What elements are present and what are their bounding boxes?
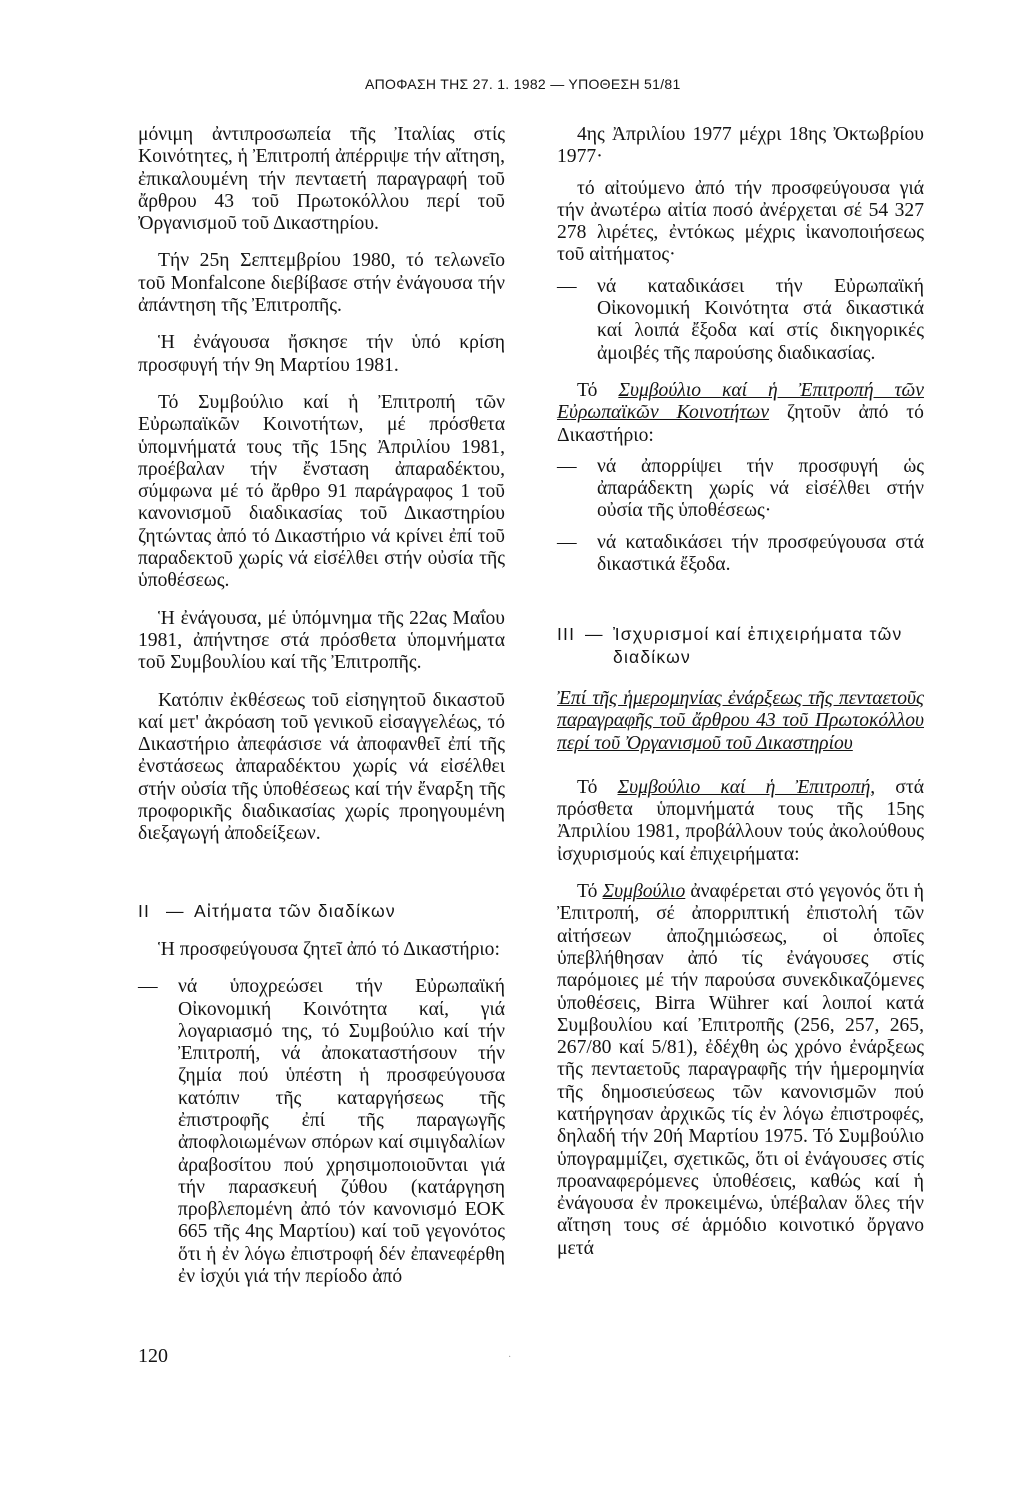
text-run: ἀναφέρεται στό γεγονός ὅτι ἡ Ἐπιτροπή, σέ ἀπορριπτική ἐπιστολή τῶν αἰτήσεων ἀποζημιώσεως, οἱ ὁποῖες ὑπεβλήθησαν ἀπό τίς ἐνάγουσες στίς παρόμοιες μέ τήν παρούσα συνεκδικαζόμενες ὑποθέσεις, Birra Wührer καί λοιποί κατά Συμβουλίου καί Ἐπιτροπῆς (256, 257, 265, 267/80 καί 5/81), ἐδέχθη ὡς χρόνο ἐνάρξεως τῆς πενταετοῦς παραγραφῆς τήν ἡμερομηνία τῆς δημοσιεύσεως τῶν κανονισμῶν πού κατήργησαν ἀρχικῶς τίς ἐν λόγω ἐπιστροφές, δηλαδή τήν 20ή Μαρτίου 1975. Τό Συμβούλιο ὑπογραμμίζει, σχετικῶς, ὅτι οἱ ἐνάγουσες στίς προαναφερόμενες ὑποθέσεις, καθώς καί ἡ ἐνάγουσα ἐν προκειμένω, ὑπέβαλαν ὅλες τήν αἴτηση τους σέ ἁρμόδιο κοινοτικό ὄργανο μετά bbox=[557, 881, 924, 1259]
text-run: Τό bbox=[577, 776, 618, 798]
section-heading-iii bbox=[557, 623, 924, 668]
emphasis-text: Συμβούλιο καί ἡ Ἐπιτροπή τῶν Εὐρωπαϊκῶν Κοινοτήτων bbox=[557, 379, 924, 424]
paragraph: Ἡ προσφεύγουσα ζητεῖ ἀπό τό Δικαστήριο: bbox=[158, 938, 500, 960]
left-column bbox=[138, 124, 505, 1288]
paragraph: Τήν 25η Σεπτεμβρίου 1980, τό τελωνεῖο τοῦ Monfalcone διεβίβασε στήν ἐνάγουσα τήν ἀπάντηση τῆς Ἐπιτροπῆς. bbox=[138, 250, 505, 317]
paragraph: μόνιμη ἀντιπροσωπεία τῆς Ἰταλίας στίς Κοινότητες, ἡ Ἐπιτροπή ἀπέρριψε τήν αἴτηση, ἐπικαλουμένη τήν πενταετή παραγραφή τοῦ ἄρθρου 43 τοῦ Πρωτοκόλλου περί τοῦ Ὀργανισμοῦ τοῦ Δικαστηρίου. bbox=[138, 124, 505, 235]
section-number: II bbox=[138, 900, 151, 921]
paragraph: 4ης Ἀπριλίου 1977 μέχρι 18ης Ὀκτωβρίου 1977· bbox=[557, 124, 924, 168]
paragraph: Ἡ ἐνάγουσα, μέ ὑπόμνημα τῆς 22ας Μαΐου 1981, ἀπήντησε στά πρόσθετα ὑπομνήματα τοῦ Συμβουλίου καί τῆς Ἐπιτροπῆς. bbox=[138, 607, 505, 674]
paragraph: Ἡ ἐνάγουσα ἤσκησε τήν ὑπό κρίση προσφυγή τήν 9η Μαρτίου 1981. bbox=[138, 332, 505, 376]
text-run: , στά πρόσθετα ὑπομνήματά τους τῆς 15ης Ἀπριλίου 1981, προβάλλουν τούς ἀκολούθους ἰσχυρισμούς καί ἐπιχειρήματα: bbox=[557, 776, 924, 865]
page-number: 120 bbox=[138, 1345, 168, 1367]
text-run: Τό bbox=[577, 881, 603, 903]
section-number: III bbox=[557, 624, 576, 645]
text-run: ζητοῦν ἀπό τό Δικαστήριο: bbox=[557, 402, 924, 446]
right-column bbox=[557, 124, 924, 1260]
stray-mark: · bbox=[508, 1352, 512, 1363]
section-title: Ἰσχυρισμοί καί ἐπιχειρήματα τῶν διαδίκων bbox=[613, 624, 903, 667]
list-item bbox=[138, 976, 505, 1288]
paragraph: Τό Συμβούλιο καί ἡ Ἐπιτροπή τῶν Εὐρωπαϊκῶν Κοινοτήτων, μέ πρόσθετα ὑπομνήματά τους τῆς 15ης Ἀπριλίου 1981, προέβαλαν τήν ἔνσταση ἀπαραδέκτου, σύμφωνα μέ τό ἄρθρο 91 παράγραφος 1 τοῦ κανονισμοῦ διαδικασίας τοῦ Δικαστηρίου ζητώντας ἀπό τό Δικαστήριο νά κρίνει ἐπί τοῦ παραδεκτοῦ χωρίς νά εἰσέλθει στήν οὐσία τῆς ὑποθέσεως. bbox=[138, 391, 505, 592]
list-dash: — bbox=[557, 531, 577, 553]
paragraph: τό αἰτούμενο ἀπό τήν προσφεύγουσα γιά τήν ἀνωτέρω αἰτία ποσό ἀνέρχεται σέ 54 327 278 λιρέτες, ἐντόκως μέχρις ἱκανοποιήσεως τοῦ αἰτήματος· bbox=[557, 177, 924, 266]
list-item-text: νά καταδικάσει τήν προσφεύγουσα στά δικαστικά ἔξοδα. bbox=[597, 531, 924, 576]
emphasis-text: Συμβούλιο bbox=[602, 881, 686, 903]
subheading: Ἐπί τῆς ἡμερομηνίας ἐνάρξεως τῆς πενταετοῦς παραγραφῆς τοῦ ἄρθρου 43 τοῦ Πρωτοκόλλου περί τοῦ Ὀργανισμοῦ τοῦ Δικαστηρίου bbox=[557, 687, 924, 754]
list-item bbox=[557, 276, 924, 365]
section-dash: — bbox=[166, 900, 185, 921]
list-dash: — bbox=[138, 976, 158, 998]
section-dash: — bbox=[585, 624, 604, 645]
paragraph: Κατόπιν ἐκθέσεως τοῦ εἰσηγητοῦ δικαστοῦ καί μετ' ἀκρόαση τοῦ γενικοῦ εἰσαγγελέως, τό Δικαστήριο ἀπεφάσισε νά ἀποφανθεῖ ἐπί τῆς ἐνστάσεως ἀπαραδέκτου χωρίς νά εἰσέλθει στήν οὐσία τῆς ὑποθέσεως καί τήν ἔναρξη τῆς προφορικῆς διαδικασίας χωρίς προηγουμένη διεξαγωγή ἀποδείξεων. bbox=[138, 689, 505, 845]
emphasis-text: Συμβούλιο καί ἡ Ἐπιτροπή bbox=[617, 776, 871, 798]
list-item bbox=[557, 532, 924, 577]
paragraph bbox=[557, 881, 924, 1260]
list-item bbox=[557, 456, 924, 523]
text-run: Τό bbox=[577, 379, 619, 401]
section-title: Αἰτήματα τῶν διαδίκων bbox=[194, 900, 396, 921]
list-item-text: νά ὑποχρεώσει τήν Εὐρωπαϊκή Οἰκονομική Κοινότητα καί, γιά λογαριασμό της, τό Συμβούλιο καί τήν Ἐπιτροπή, νά ἀποκαταστήσουν τήν ζημία πού ὑπέστη ἡ προσφεύγουσα κατόπιν τῆς καταργήσεως τῆς ἐπιστροφῆς ἐπί τῆς παραγωγῆς ἀποφλοιωμένων σπόρων καί σιμιγδαλίων ἀραβοσίτου πού χρησιμοποιοῦνται γιά τήν παρασκευή ζύθου (κατάργηση προβλεπομένη ἀπό τόν κανονισμό ΕΟΚ 665 τῆς 4ης Μαρτίου) καί τοῦ γεγονότος ὅτι ἡ ἐν λόγω ἐπιστροφή δέν ἐπανεφέρθη ἐν ἰσχύι γιά τήν περίοδο ἀπό bbox=[178, 976, 505, 1288]
paragraph bbox=[557, 777, 924, 866]
section-heading-ii bbox=[138, 900, 505, 922]
list-dash: — bbox=[557, 455, 577, 477]
list-item-text: νά ἀπορρίψει τήν προσφυγή ὡς ἀπαράδεκτη χωρίς νά εἰσέλθει στήν οὐσία τῆς ὑποθέσεως· bbox=[597, 455, 924, 522]
list-item-text: νά καταδικάσει τήν Εὐρωπαϊκή Οἰκονομική Κοινότητα στά δικαστικά καί λοιπά ἔξοδα καί στίς δικηγορικές ἀμοιβές τῆς παρούσης διαδικασίας. bbox=[597, 275, 924, 364]
paragraph bbox=[557, 380, 924, 447]
running-header: ΑΠΟΦΑΣΗ ΤΗΣ 27. 1. 1982 — ΥΠΟΘΕΣΗ 51/81 bbox=[365, 76, 681, 92]
list-dash: — bbox=[557, 275, 577, 297]
